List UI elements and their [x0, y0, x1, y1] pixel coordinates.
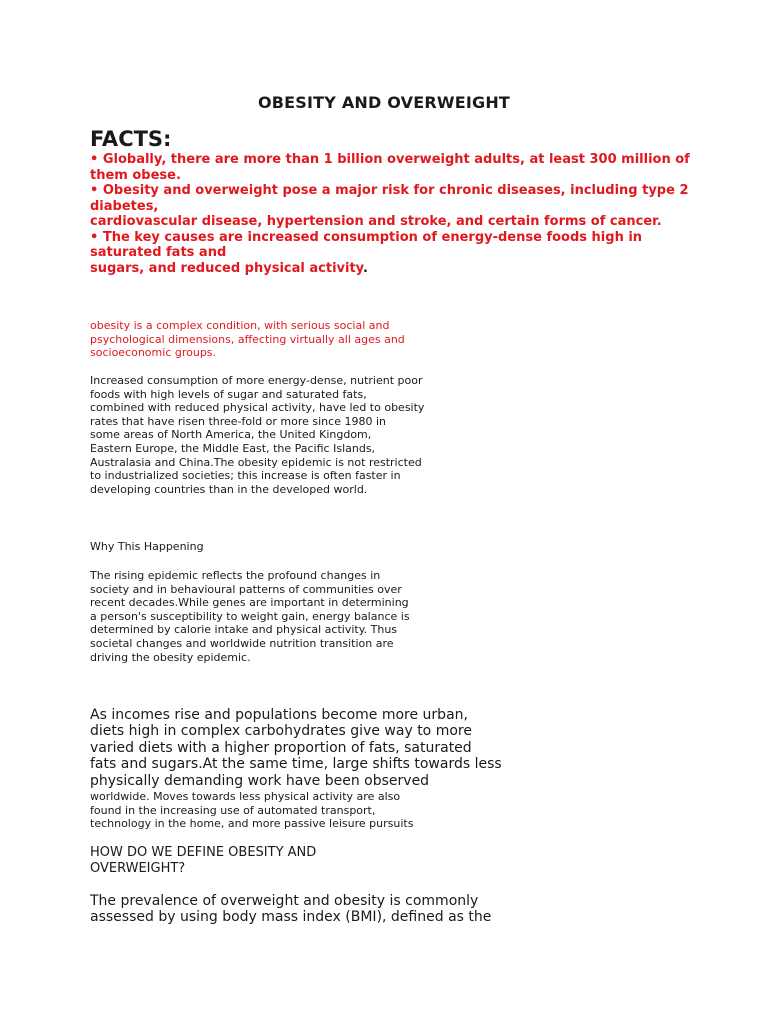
paragraph-line: As incomes rise and populations become more urban,	[90, 707, 468, 723]
paragraph-line: Increased consumption of more energy-dense, nutrient poor	[90, 374, 423, 387]
facts-line: • Obesity and overweight pose a major risk for chronic diseases, including type 2	[90, 183, 689, 198]
facts-line	[90, 261, 690, 277]
paragraph-line: recent decades.While genes are important in determining	[90, 596, 409, 610]
incomes-paragraph	[90, 707, 550, 789]
facts-list	[90, 152, 690, 276]
paragraph-line: Eastern Europe, the Middle East, the Pacific Islands,	[90, 441, 376, 455]
paragraph-line: worldwide. Moves towards less physical activity are also	[90, 790, 401, 803]
define-heading	[90, 845, 550, 877]
paragraph-line: driving the obesity epidemic.	[90, 650, 251, 664]
facts-line: cardiovascular disease, hypertension and stroke, and certain forms of cancer.	[90, 214, 662, 229]
facts-line: diabetes,	[90, 198, 159, 214]
paragraph-line: psychological dimensions, affecting virtually all ages and	[90, 332, 405, 346]
why-paragraph	[90, 569, 510, 664]
paragraph-line: some areas of North America, the United Kingdom,	[90, 428, 372, 442]
paragraph-line: foods with high levels of sugar and saturated fats,	[90, 387, 367, 401]
paragraph-line: determined by calorie intake and physical activity. Thus	[90, 623, 398, 637]
paragraph-line: combined with reduced physical activity, have led to obesity	[90, 401, 425, 415]
paragraph-line: societal changes and worldwide nutrition transition are	[90, 636, 394, 650]
incomes-paragraph-continued	[90, 790, 510, 831]
why-heading-text: Why This Happening	[90, 540, 204, 553]
paragraph-line: assessed by using body mass index (BMI), defined as the	[90, 909, 492, 926]
paragraph-line: rates that have risen three-fold or more since 1980 in	[90, 414, 386, 428]
paragraph-line: socioeconomic groups.	[90, 346, 217, 360]
paragraph-line: The rising epidemic reflects the profound changes in	[90, 569, 381, 582]
paragraph-line: diets high in complex carbohydrates give way to more	[90, 723, 472, 740]
paragraph-line: varied diets with a higher proportion of fats, saturated	[90, 739, 472, 756]
why-heading	[90, 540, 510, 554]
paragraph-line: a person's susceptibility to weight gain, energy balance is	[90, 609, 410, 623]
heading-line: OVERWEIGHT?	[90, 861, 186, 876]
paragraph-line: obesity is a complex condition, with serious social and	[90, 319, 390, 332]
paragraph-line: The prevalence of overweight and obesity is commonly	[90, 893, 479, 909]
prevalence-paragraph	[90, 893, 550, 926]
facts-last-punct: .	[362, 260, 368, 276]
heading-line: HOW DO WE DEFINE OBESITY AND	[90, 845, 317, 860]
paragraph-line: fats and sugars.At the same time, large shifts towards less	[90, 756, 502, 773]
paragraph-line: physically demanding work have been observed	[90, 772, 430, 789]
paragraph-line: Australasia and China.The obesity epidemic is not restricted	[90, 455, 422, 469]
paragraph-line: society and in behavioural patterns of communities over	[90, 582, 402, 596]
page-title: OBESITY AND OVERWEIGHT	[257, 93, 511, 112]
facts-line: saturated fats and	[90, 245, 227, 260]
intro-paragraph	[90, 319, 510, 360]
consumption-paragraph	[90, 374, 510, 496]
facts-line: them obese.	[90, 167, 181, 183]
paragraph-line: to industrialized societies; this increase is often faster in	[90, 469, 401, 483]
paragraph-line: technology in the home, and more passive leisure pursuits	[90, 817, 414, 831]
paragraph-line: developing countries than in the developed world.	[90, 482, 368, 496]
facts-line: • Globally, there are more than 1 billion overweight adults, at least 300 million of	[90, 152, 690, 167]
facts-last-text: sugars, and reduced physical activity	[90, 260, 363, 276]
facts-line: • The key causes are increased consumption of energy-dense foods high in	[90, 229, 643, 245]
facts-heading: FACTS:	[90, 127, 172, 151]
paragraph-line: found in the increasing use of automated transport,	[90, 803, 376, 817]
